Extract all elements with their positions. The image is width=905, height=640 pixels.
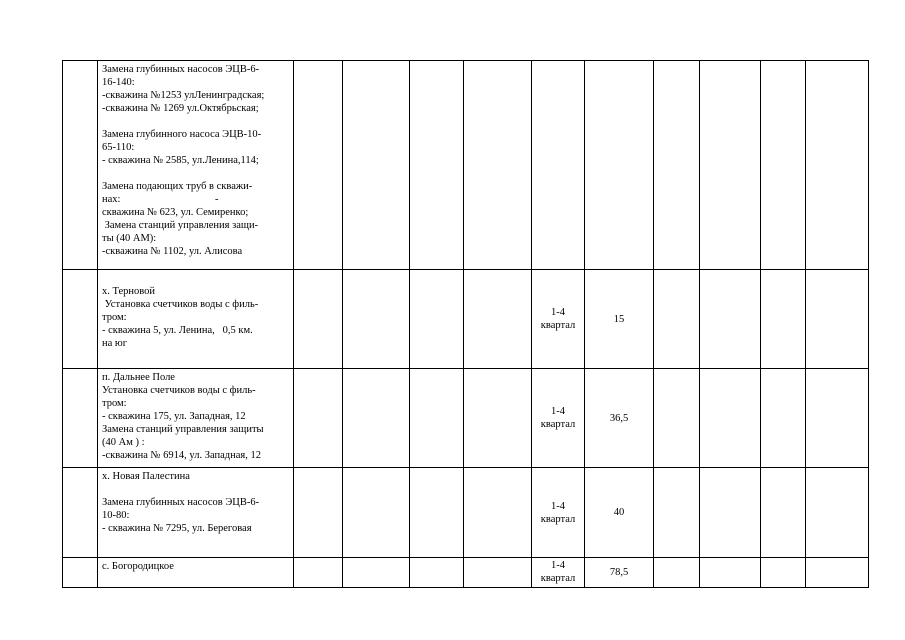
value-cell (585, 270, 654, 369)
empty-cell (294, 61, 343, 270)
value-label: 40 (613, 507, 625, 518)
empty-cell (410, 558, 464, 588)
period-line: квартал (540, 320, 576, 331)
description-line: Замена станций управления защиты (102, 424, 264, 435)
empty-cell (806, 61, 869, 270)
empty-cell (700, 270, 761, 369)
empty-cell (654, 61, 700, 270)
empty-cell (410, 468, 464, 558)
period-label (541, 559, 575, 585)
empty-cell (294, 558, 343, 588)
empty-cell (654, 558, 700, 588)
index-cell (63, 61, 98, 270)
empty-cell (761, 270, 806, 369)
index-cell (63, 369, 98, 468)
description-line (102, 483, 290, 496)
description-line: ты (40 АМ): (102, 233, 157, 244)
table-row (63, 558, 869, 588)
value-label: 15 (613, 313, 625, 325)
description-line: Замена глубинного насоса ЭЦВ-10- (102, 129, 262, 140)
value-label: 78,5 (609, 567, 629, 578)
description-line (102, 167, 290, 180)
description-line: тром: (102, 312, 127, 323)
empty-cell (700, 468, 761, 558)
empty-cell (343, 558, 410, 588)
empty-cell (654, 270, 700, 369)
value-label: 36,5 (609, 412, 629, 424)
period-cell (532, 369, 585, 468)
description-line: п. Дальнее Поле (102, 372, 175, 383)
empty-cell (761, 369, 806, 468)
period-cell (532, 468, 585, 558)
description-line: -скважина № 1102, ул. Алисова (102, 246, 243, 257)
empty-cell (343, 61, 410, 270)
works-table (62, 60, 869, 588)
empty-cell (464, 270, 532, 369)
description-line: нах: - (102, 194, 219, 205)
period-cell (532, 61, 585, 270)
empty-cell (464, 61, 532, 270)
period-label (541, 405, 575, 431)
period-cell (532, 270, 585, 369)
description-line: х. Терновой (102, 286, 156, 297)
description-line: 10-80: (102, 510, 130, 521)
description-line: х. Новая Палестина (102, 471, 190, 482)
period-label (541, 306, 575, 332)
empty-cell (654, 369, 700, 468)
empty-cell (700, 369, 761, 468)
table-row (63, 468, 869, 558)
description-line: - скважина 5, ул. Ленина, 0,5 км. (102, 325, 253, 336)
description-cell (98, 558, 294, 588)
empty-cell (343, 369, 410, 468)
description-line: Установка счетчиков воды с филь- (102, 299, 259, 310)
value-cell (585, 558, 654, 588)
empty-cell (806, 468, 869, 558)
value-cell (585, 468, 654, 558)
description-cell (98, 61, 294, 270)
index-cell (63, 270, 98, 369)
description-cell (98, 369, 294, 468)
empty-cell (410, 61, 464, 270)
table-row (63, 270, 869, 369)
description-line: -скважина №1253 улЛенинградская; (102, 90, 265, 101)
empty-cell (464, 369, 532, 468)
empty-cell (343, 270, 410, 369)
empty-cell (410, 369, 464, 468)
index-cell (63, 468, 98, 558)
description-line: 16-140: (102, 77, 135, 88)
empty-cell (761, 558, 806, 588)
period-line: 1-4 (551, 500, 565, 512)
description-line: тром: (102, 398, 127, 409)
index-cell (63, 558, 98, 588)
description-line (102, 272, 290, 285)
period-line: 1-4 (551, 560, 565, 571)
empty-cell (700, 558, 761, 588)
empty-cell (343, 468, 410, 558)
period-label (541, 500, 575, 526)
description-line: скважина № 623, ул. Семиренко; (102, 207, 249, 218)
period-line: 1-4 (551, 406, 565, 417)
period-cell (532, 558, 585, 588)
empty-cell (294, 468, 343, 558)
description-line: Установка счетчиков воды с филь- (102, 385, 256, 396)
empty-cell (806, 369, 869, 468)
empty-cell (806, 270, 869, 369)
empty-cell (294, 270, 343, 369)
empty-cell (761, 61, 806, 270)
table-body (63, 61, 869, 588)
empty-cell (654, 468, 700, 558)
empty-cell (806, 558, 869, 588)
empty-cell (464, 468, 532, 558)
period-line: квартал (540, 513, 576, 525)
description-line: Замена станций управления защи- (102, 220, 259, 231)
description-line: 65-110: (102, 142, 135, 153)
empty-cell (294, 369, 343, 468)
description-line: с. Богородицкое (102, 561, 174, 572)
empty-cell (464, 558, 532, 588)
description-line: на юг (102, 338, 128, 349)
description-line: - скважина № 7295, ул. Береговая (102, 523, 252, 534)
empty-cell (700, 61, 761, 270)
description-cell (98, 270, 294, 369)
value-cell (585, 61, 654, 270)
empty-cell (410, 270, 464, 369)
description-line: Замена глубинных насосов ЭЦВ-6- (102, 497, 260, 508)
description-line: - скважина 175, ул. Западная, 12 (102, 411, 246, 422)
value-cell (585, 369, 654, 468)
table-row (63, 61, 869, 270)
description-line: (40 Ам ) : (102, 437, 145, 448)
description-line: -скважина № 6914, ул. Западная, 12 (102, 450, 261, 461)
description-line (102, 115, 290, 128)
empty-cell (761, 468, 806, 558)
description-cell (98, 468, 294, 558)
period-line: квартал (540, 573, 576, 584)
description-line: - скважина № 2585, ул.Ленина,114; (102, 155, 259, 166)
description-line: Замена подающих труб в скважи- (102, 181, 253, 192)
period-line: 1-4 (551, 307, 565, 318)
description-line: -скважина № 1269 ул.Октябрьская; (102, 103, 259, 114)
period-line: квартал (540, 419, 576, 430)
description-line: Замена глубинных насосов ЭЦВ-6- (102, 64, 260, 75)
table-row (63, 369, 869, 468)
